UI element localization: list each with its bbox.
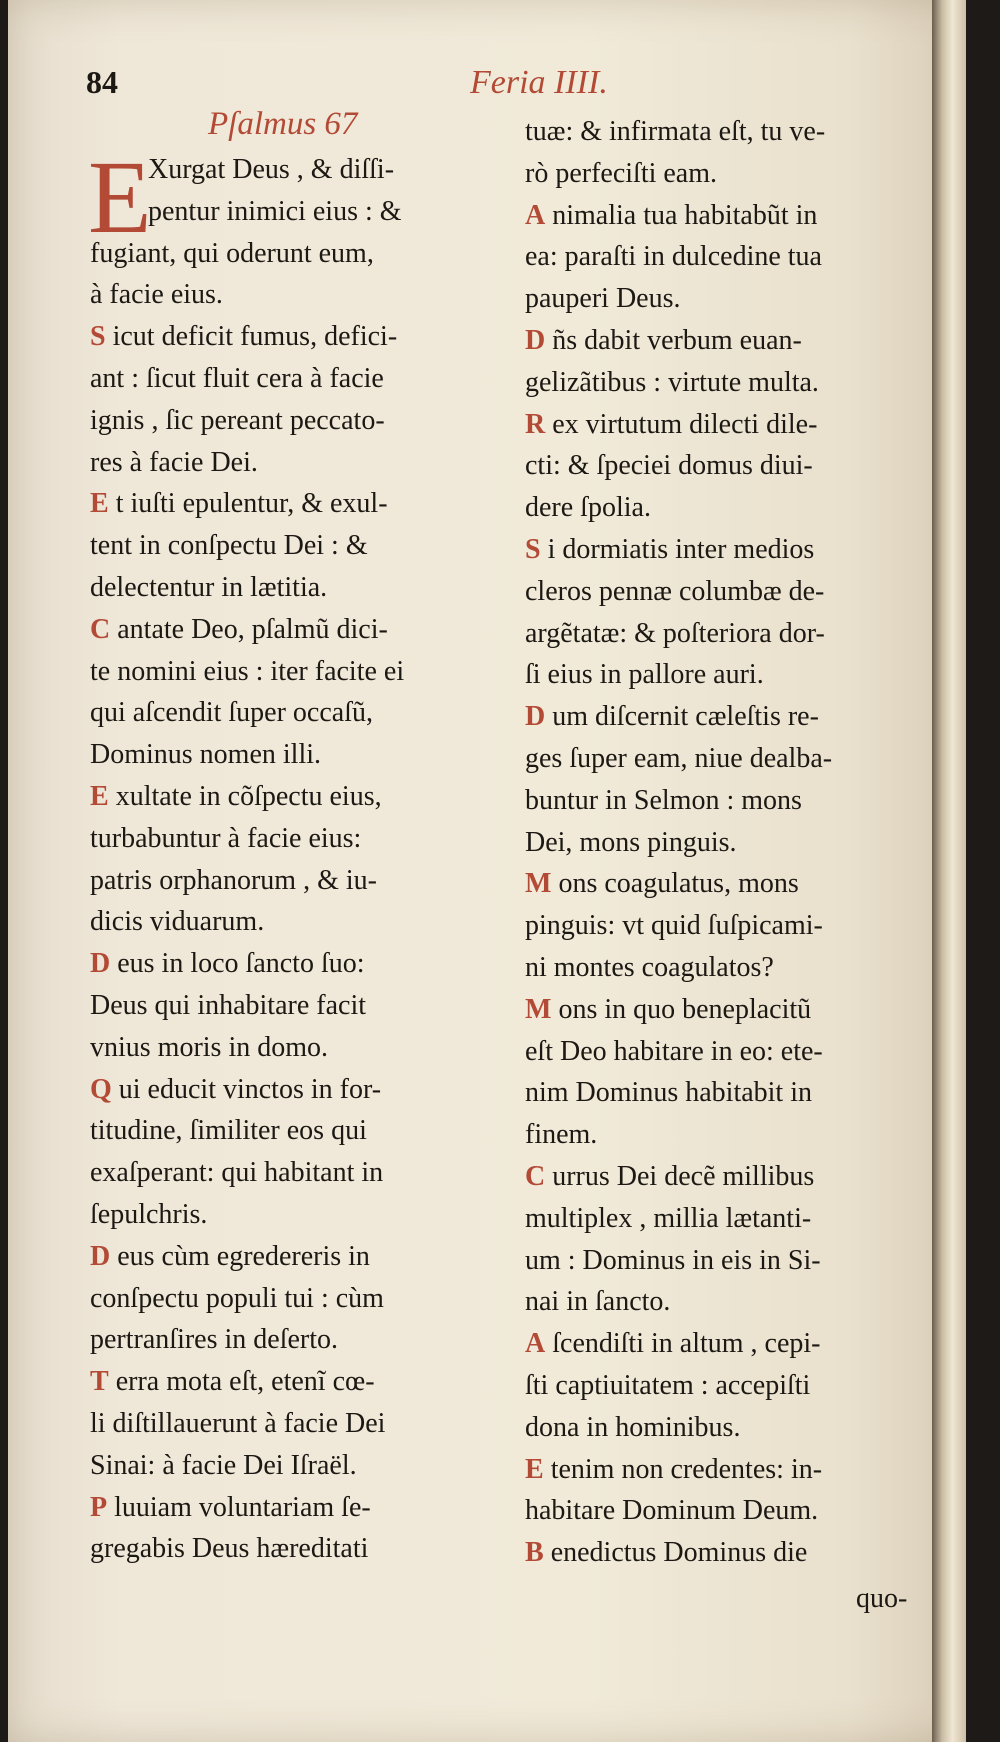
verse-initial: M <box>525 868 552 900</box>
right-column-line: nai in ſancto. <box>525 1286 671 1318</box>
right-column-line <box>525 321 950 363</box>
right-column-line: ges ſuper eam, niue dealba- <box>525 742 833 774</box>
left-column-line: pentur inimici eius : & <box>148 195 402 227</box>
left-column-line: li diſtillauerunt à facie Dei <box>90 1407 386 1439</box>
book-page <box>8 0 966 1742</box>
verse-text: ñs dabit verbum euan- <box>545 324 802 356</box>
verse-text: icut deficit fumus, defici- <box>105 321 398 353</box>
verse-text: urrus Dei decẽ millibus <box>545 1160 815 1192</box>
left-column-line: ant : ſicut fluit cera à facie <box>90 362 384 394</box>
verse-text: ui educit vinctos in for- <box>111 1073 382 1105</box>
verse-initial: C <box>525 1160 546 1192</box>
right-column-line <box>525 196 950 238</box>
catchword: quo- <box>856 1583 908 1614</box>
verse-text: ons in quo beneplacitũ <box>551 993 812 1025</box>
right-column-line: multiplex , millia lætanti- <box>525 1202 812 1234</box>
verse-text: eus in loco ſancto ſuo: <box>110 948 365 980</box>
left-column-line: titudine, ſimiliter eos qui <box>90 1115 367 1147</box>
verse-text: t iuſti epulentur, & exul- <box>108 488 388 520</box>
left-column-line: Sinai: à facie Dei Iſraël. <box>90 1449 357 1481</box>
right-column-line <box>525 697 950 739</box>
left-column-line <box>90 1488 510 1530</box>
right-column-line: um : Dominus in eis in Si- <box>525 1244 821 1276</box>
verse-text: ex virtutum dilecti dile- <box>545 408 818 440</box>
right-column-line: cti: & ſpeciei domus diui- <box>525 450 813 482</box>
verse-text: luuiam voluntariam ſe- <box>107 1491 371 1523</box>
running-title: Feria IIII. <box>470 64 608 101</box>
left-column-line: Dominus nomen illi. <box>90 739 321 771</box>
verse-text: enedictus Dominus die <box>543 1537 808 1569</box>
left-column-line <box>90 1070 510 1112</box>
left-column-line: te nomini eius : iter facite ei <box>90 655 405 687</box>
right-text-column <box>525 112 950 1575</box>
right-column-line: nim Dominus habitabit in <box>525 1077 812 1109</box>
right-column-line <box>525 530 950 572</box>
verse-initial: D <box>525 324 546 356</box>
right-column-line <box>525 405 950 447</box>
left-column-line <box>90 484 510 526</box>
verse-initial: E <box>90 780 109 812</box>
left-column-line: Xurgat Deus , & diſſi- <box>148 154 395 185</box>
right-column-line: gelizãtibus : virtute multa. <box>525 366 819 398</box>
verse-text: xultate in cõſpectu eius, <box>108 780 382 812</box>
verse-initial: A <box>525 1328 546 1360</box>
left-column-line <box>90 1237 510 1279</box>
right-column-line <box>525 1157 950 1199</box>
psalm-title: Pſalmus 67 <box>208 106 358 142</box>
verse-initial: S <box>525 533 541 565</box>
left-column-line: ſepulchris. <box>90 1198 208 1230</box>
right-column-line <box>525 1533 950 1575</box>
left-column-line: ignis , ſic pereant peccato- <box>90 404 385 436</box>
verse-initial: A <box>525 199 546 231</box>
verse-initial: E <box>90 488 109 520</box>
verse-text: um diſcernit cæleſtis re- <box>545 701 819 733</box>
right-column-line: dere ſpolia. <box>525 492 651 524</box>
left-column-line: à facie eius. <box>90 279 223 311</box>
right-column-line: ni montes coagulatos? <box>525 951 774 983</box>
left-column-line: fugiant, qui oderunt eum, <box>90 237 374 269</box>
verse-text: nimalia tua habitabũt in <box>545 199 818 231</box>
verse-text: eus cùm egredereris in <box>110 1240 370 1272</box>
verse-initial: B <box>525 1537 544 1569</box>
verse-text: ons coagulatus, mons <box>551 868 799 900</box>
right-column-line: finem. <box>525 1119 598 1151</box>
left-column-line: delectentur in lætitia. <box>90 571 328 603</box>
verse-initial: Q <box>90 1073 112 1105</box>
left-column-line: pertranſires in deſerto. <box>90 1324 339 1356</box>
verse-initial: C <box>90 613 111 645</box>
left-column-line <box>90 777 510 819</box>
verse-initial: D <box>90 948 111 980</box>
right-column-line: cleros pennæ columbæ de- <box>525 575 825 607</box>
verse-text: erra mota eſt, etenĩ cœ- <box>108 1366 375 1398</box>
verse-initial: R <box>525 408 546 440</box>
left-column-line <box>90 1362 510 1404</box>
verse-initial: D <box>90 1240 111 1272</box>
left-text-column <box>88 140 510 1571</box>
right-column-line: pinguis: vt quid ſuſpicami- <box>525 910 823 942</box>
verse-initial: S <box>90 321 106 353</box>
left-column-line: turbabuntur à facie eius: <box>90 822 362 854</box>
right-column-line: ſti captiuitatem : accepiſti <box>525 1369 811 1401</box>
right-column-line: argẽtatæ: & poſteriora dor- <box>525 617 825 649</box>
left-column-line <box>90 317 510 359</box>
right-column-line <box>525 1324 950 1366</box>
verse-initial: P <box>90 1491 108 1523</box>
right-column-line: dona in hominibus. <box>525 1411 741 1443</box>
right-column-line: eſt Deo habitare in eo: ete- <box>525 1035 823 1067</box>
right-column-line: habitare Dominum Deum. <box>525 1495 819 1527</box>
verse-initial: T <box>90 1366 109 1398</box>
right-column-line: ſi eius in pallore auri. <box>525 659 764 691</box>
drop-initial: E <box>88 140 152 255</box>
page-number: 84 <box>86 64 118 100</box>
left-column-line: Deus qui inhabitare facit <box>90 989 367 1021</box>
verse-text: antate Deo, pſalmũ dici- <box>110 613 388 645</box>
running-head <box>8 62 938 102</box>
verse-text: i dormiatis inter medios <box>540 533 815 565</box>
right-column-line: ea: paraſti in dulcedine tua <box>525 241 822 273</box>
right-column-line: pauperi Deus. <box>525 283 681 315</box>
verse-initial: D <box>525 701 546 733</box>
left-column-line: patris orphanorum , & iu- <box>90 864 377 896</box>
right-column-line: buntur in Selmon : mons <box>525 784 802 816</box>
right-column-line <box>525 864 950 906</box>
left-column-line: exaſperant: qui habitant in <box>90 1157 384 1189</box>
verse-initial: E <box>525 1453 544 1485</box>
left-column-line: vnius moris in domo. <box>90 1031 329 1063</box>
right-column-line <box>525 990 950 1032</box>
right-column-line: tuæ: & infirmata eſt, tu ve- <box>525 116 826 147</box>
left-column-line <box>90 944 510 986</box>
left-column-line: conſpectu populi tui : cùm <box>90 1282 384 1314</box>
left-column-line: gregabis Deus hæreditati <box>90 1533 369 1565</box>
left-column-line <box>90 610 510 652</box>
left-column-line: dicis viduarum. <box>90 906 265 938</box>
right-column-line: Dei, mons pinguis. <box>525 826 737 858</box>
right-column-line <box>525 1450 950 1492</box>
verse-initial: M <box>525 993 552 1025</box>
left-column-line: res à facie Dei. <box>90 446 258 478</box>
left-column-line: tent in conſpectu Dei : & <box>90 530 368 562</box>
right-column-line: rò perfeciſti eam. <box>525 157 718 189</box>
verse-text: ſcendiſti in altum , cepi- <box>545 1328 821 1360</box>
left-column-line: qui aſcendit ſuper occaſũ, <box>90 697 373 729</box>
verse-text: tenim non credentes: in- <box>543 1453 823 1485</box>
